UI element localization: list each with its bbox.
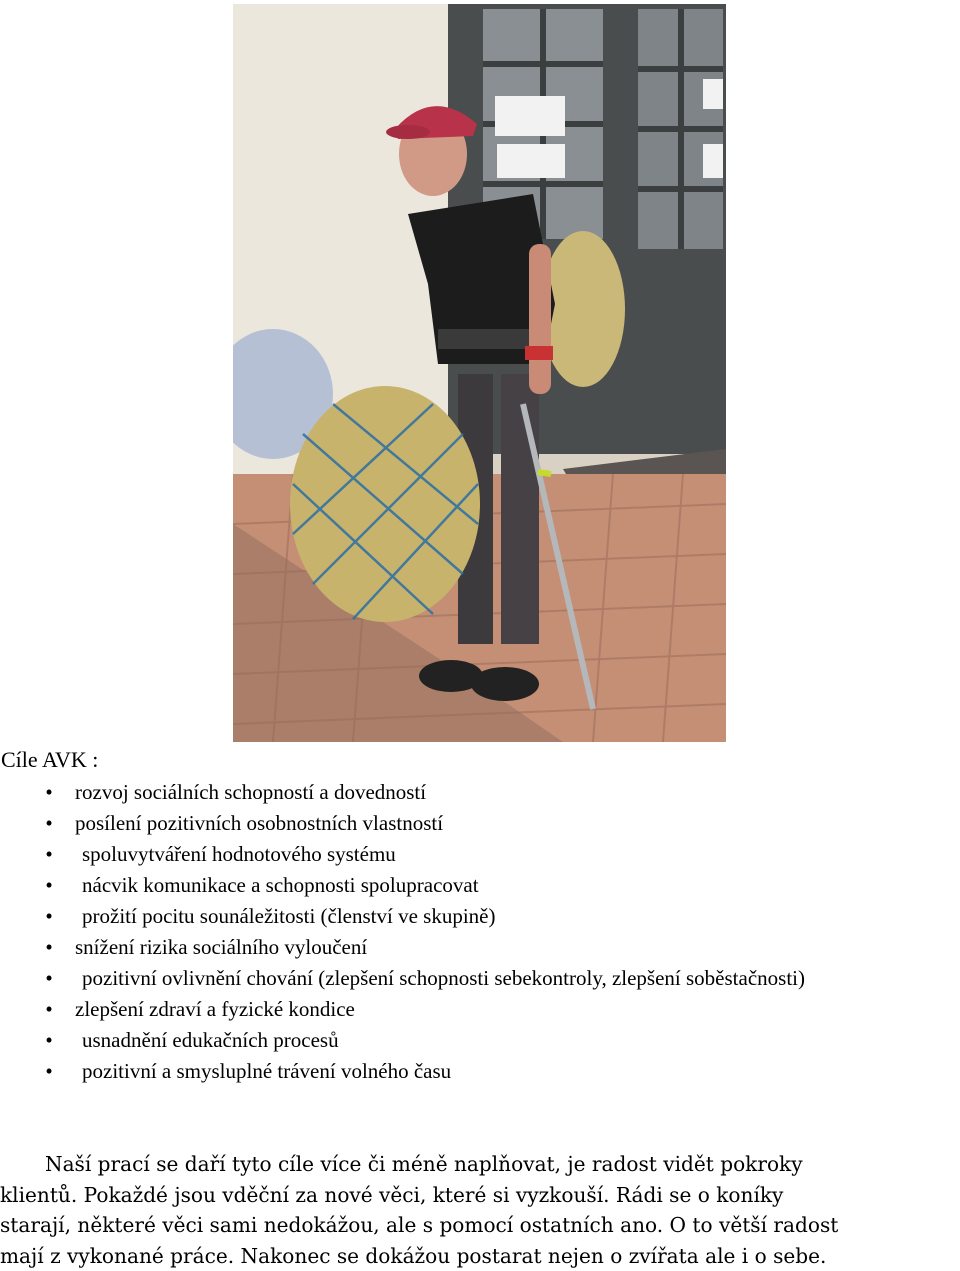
bullet-icon: • [43, 963, 55, 994]
list-item: • zlepšení zdraví a fyzické kondice [0, 994, 960, 1025]
bullet-icon: • [43, 839, 55, 870]
paragraph-line: starají, některé věci sami nedokážou, ale s pomocí ostatních ano. O to větší radost [0, 1210, 960, 1241]
bullet-icon: • [43, 901, 55, 932]
list-item: • posílení pozitivních osobnostních vlastností [0, 808, 960, 839]
list-item: • usnadnění edukačních procesů [0, 1025, 960, 1056]
bullet-icon: • [43, 777, 55, 808]
bullet-icon: • [43, 994, 55, 1025]
bullet-icon: • [43, 1056, 55, 1087]
bullet-icon: • [43, 932, 55, 963]
paragraph-line: Naší prací se daří tyto cíle více či méně naplňovat, je radost vidět pokroky [0, 1149, 960, 1180]
list-item: • pozitivní ovlivnění chování (zlepšení schopnosti sebekontroly, zlepšení soběstačnosti) [0, 963, 960, 994]
goals-heading: Cíle AVK : [1, 745, 98, 775]
paragraph-line: mají z vykonané práce. Nakonec se dokážou postarat nejen o zvířata ale i o sebe. [0, 1241, 960, 1271]
bullet-icon: • [43, 870, 55, 901]
paragraph-line: klientů. Pokaždé jsou vděční za nové věci, které si vyzkouší. Rádi se o koníky [0, 1180, 960, 1211]
goals-list [0, 777, 960, 1087]
list-item: • nácvik komunikace a schopnosti spolupracovat [0, 870, 960, 901]
photo [233, 4, 726, 742]
bullet-icon: • [43, 808, 55, 839]
list-item: • snížení rizika sociálního vyloučení [0, 932, 960, 963]
bullet-icon: • [43, 1025, 55, 1056]
photo-illustration [233, 4, 726, 742]
list-item: • pozitivní a smysluplné trávení volného času [0, 1056, 960, 1087]
closing-paragraph [0, 1149, 960, 1271]
list-item: • prožití pocitu sounáležitosti (členství ve skupině) [0, 901, 960, 932]
list-item: • spoluvytváření hodnotového systému [0, 839, 960, 870]
list-item: • rozvoj sociálních schopností a dovedností [0, 777, 960, 808]
